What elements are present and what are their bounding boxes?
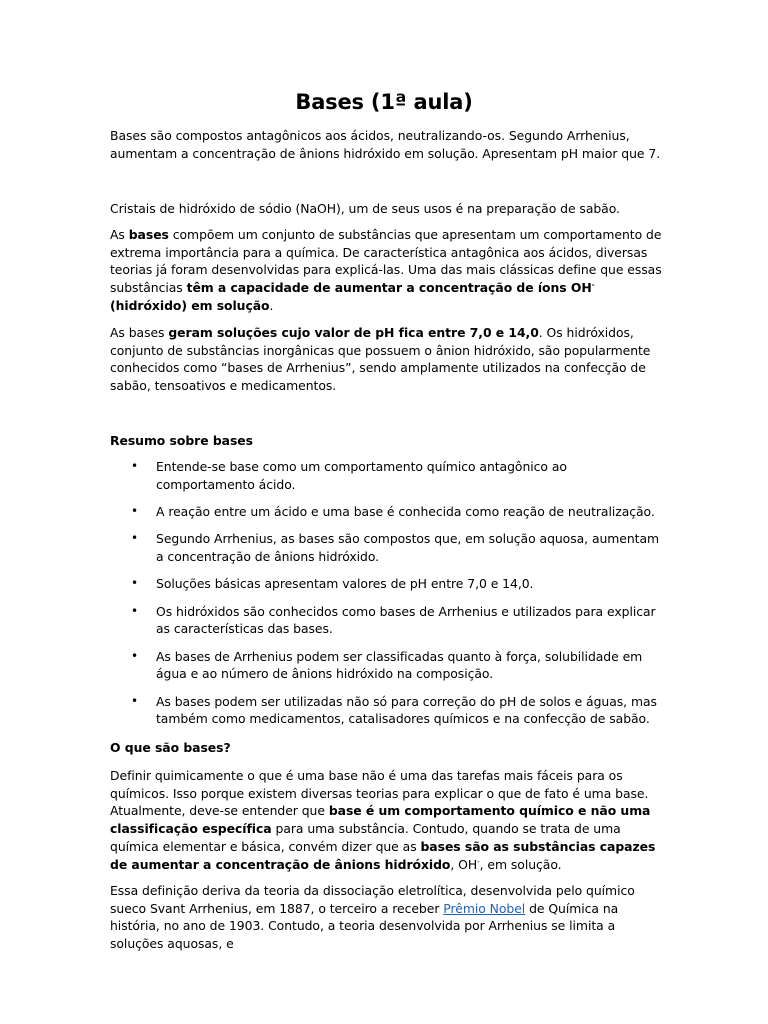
bullet-icon: • bbox=[131, 603, 139, 618]
bullet-icon: • bbox=[131, 459, 139, 473]
list-item-text: As bases podem ser utilizadas não só para correção do pH de solos e águas, mas também como medicamentos, catalisadores químicos e na confecção de sabão. bbox=[156, 693, 657, 727]
bullet-icon: • bbox=[131, 576, 139, 591]
image-caption: Cristais de hidróxido de sódio (NaOH), um de seus usos é na preparação de sabão. bbox=[110, 201, 620, 216]
text-run: , OH bbox=[450, 856, 478, 872]
bold-text: base é um comportamento químico e não uma classificação específica bbox=[110, 803, 651, 837]
text-run: de Química na história, no ano de 1903. Contudo, a teoria desenvolvida por Arrhenius se limita a soluções aquosas, e bbox=[110, 900, 619, 952]
text-run: . bbox=[269, 297, 274, 313]
bullet-icon: • bbox=[131, 693, 139, 708]
list-item bbox=[110, 648, 662, 683]
text-run: , em solução. bbox=[479, 856, 562, 872]
text-run: Essa definição deriva da teoria da dissociação eletrolítica, desenvolvida pelo químico sueco Svant Arrhenius, em 1887, o terceiro a receber bbox=[110, 883, 635, 916]
text-run: As bases bbox=[110, 325, 169, 340]
list-item-text: Entende-se base como um comportamento químico antagônico ao comportamento ácido. bbox=[156, 459, 567, 492]
list-item bbox=[110, 575, 662, 593]
paragraph-ph-range bbox=[110, 324, 662, 395]
summary-list bbox=[110, 458, 662, 738]
bullet-icon: • bbox=[131, 504, 139, 518]
text-run: As bbox=[110, 227, 129, 242]
paragraph-bases-definition bbox=[110, 226, 662, 315]
list-item bbox=[110, 458, 662, 493]
text-run: compõem um conjunto de substâncias que apresentam um comportamento de extrema importância para a química. De característica antagônica aos ácidos, diversas teorias já foram desenvolvidas para explicá-las. Uma das mais clássicas define que essas substâncias bbox=[110, 227, 662, 296]
bold-text: bases bbox=[128, 227, 169, 242]
list-item-text: A reação entre um ácido e uma base é conhecida como reação de neutralização. bbox=[156, 504, 655, 519]
text-run: . Os hidróxidos, conjunto de substâncias inorgânicas que possuem o ânion hidróxido, são popularmente conhecidos como “bases de Arrhenius”, sendo amplamente utilizados na confecção de sabão, tensoativos e medicamentos. bbox=[110, 325, 651, 394]
nobel-prize-link[interactable]: Prêmio Nobel bbox=[443, 900, 526, 916]
bold-text: geram soluções cujo valor de pH fica entre 7,0 e 14,0 bbox=[168, 325, 539, 340]
section-heading-what-are-bases: O que são bases? bbox=[110, 740, 231, 755]
superscript: - bbox=[477, 857, 480, 866]
superscript: - bbox=[591, 281, 595, 290]
list-item-text: Soluções básicas apresentam valores de pH entre 7,0 e 14,0. bbox=[156, 576, 534, 592]
bold-text: bases são as substâncias capazes de aumentar a concentração de ânions hidróxido bbox=[110, 838, 656, 872]
summary-heading: Resumo sobre bases bbox=[110, 433, 253, 448]
list-item-text: As bases de Arrhenius podem ser classificadas quanto à força, solubilidade em água e ao número de ânions hidróxido na composição. bbox=[156, 648, 643, 682]
list-item bbox=[110, 603, 662, 638]
list-item-text: Os hidróxidos são conhecidos como bases de Arrhenius e utilizados para explicar as características das bases. bbox=[156, 603, 656, 637]
intro-paragraph: Bases são compostos antagônicos aos ácidos, neutralizando-os. Segundo Arrhenius, aumentam a concentração de ânions hidróxido em solução. Apresentam pH maior que 7. bbox=[110, 128, 661, 161]
list-item-text: Segundo Arrhenius, as bases são compostos que, em solução aquosa, aumentam a concentração de ânions hidróxido. bbox=[156, 531, 660, 564]
list-item bbox=[110, 530, 662, 565]
text-run: Definir quimicamente o que é uma base não é uma das tarefas mais fáceis para os químicos. Isso porque existem diversas teorias para explicar o que de fato é uma base. Atualmente, deve-se entender que bbox=[110, 768, 649, 819]
text-run: para uma substância. Contudo, quando se trata de uma química elementar e básica, convém dizer que as bbox=[110, 821, 621, 854]
paragraph-definition bbox=[110, 767, 662, 873]
paragraph-arrhenius bbox=[110, 882, 662, 953]
bold-text: (hidróxido) em solução bbox=[110, 297, 270, 313]
bullet-icon: • bbox=[131, 531, 139, 546]
bullet-icon: • bbox=[131, 648, 139, 663]
page-title: Bases (1ª aula) bbox=[295, 90, 473, 114]
list-item bbox=[110, 503, 662, 521]
bold-text: têm a capacidade de aumentar a concentração de íons OH bbox=[186, 280, 592, 296]
list-item bbox=[110, 693, 662, 728]
